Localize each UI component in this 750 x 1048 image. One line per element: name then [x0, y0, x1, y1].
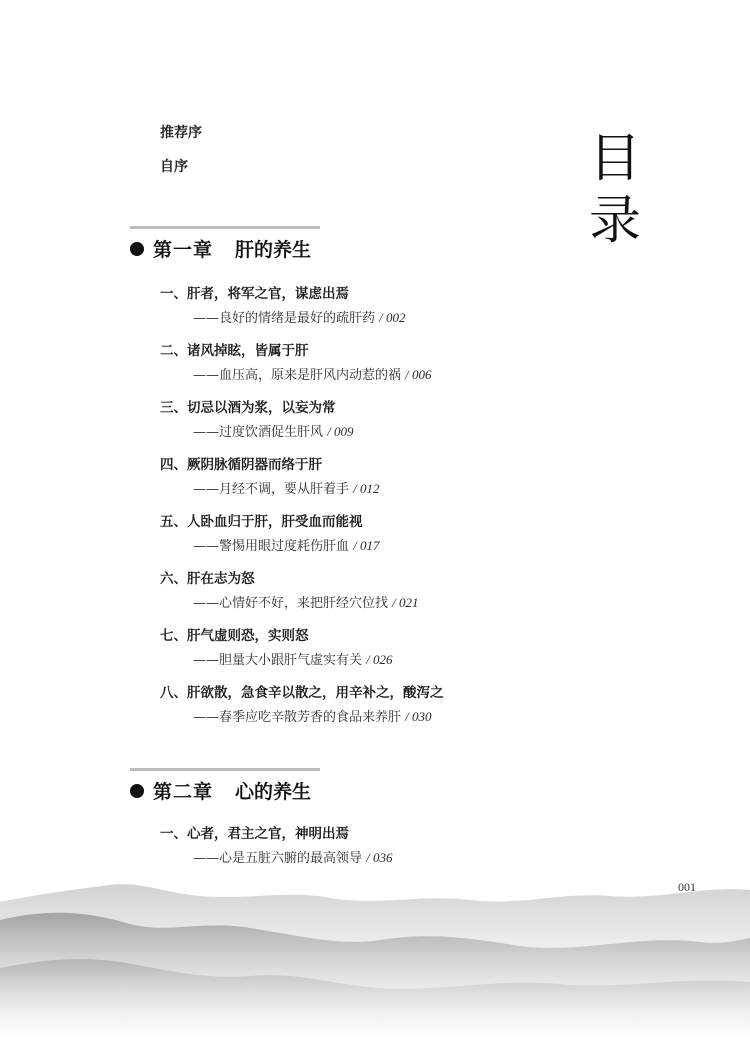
- entry-subtitle-text: ——警惕用眼过度耗伤肝血: [193, 539, 350, 554]
- bullet-dot-icon: [130, 784, 144, 798]
- toc-entry[interactable]: [160, 456, 580, 499]
- entry-subtitle-text: ——心情好不好，来把肝经穴位找: [193, 596, 389, 611]
- chapter-divider: [130, 226, 320, 229]
- toc-entry[interactable]: [160, 399, 580, 442]
- entry-subtitle: [160, 651, 580, 670]
- preface-author-link[interactable]: 自序: [160, 159, 188, 175]
- toc-entry[interactable]: [160, 684, 580, 727]
- entry-subtitle-text: ——血压高，原来是肝风内动惹的祸: [193, 368, 402, 383]
- entry-title: 三、切忌以酒为浆，以妄为常: [160, 400, 336, 416]
- entry-subtitle: [160, 309, 580, 328]
- entry-page-number: / 030: [405, 709, 432, 724]
- chapter-title: 肝的养生: [235, 239, 312, 261]
- entry-subtitle-text: ——胆量大小跟肝气虚实有关: [193, 653, 363, 668]
- entry-subtitle-text: ——月经不调，要从肝着手: [193, 482, 350, 497]
- entry-subtitle: [160, 423, 580, 442]
- entry-subtitle-text: ——心是五脏六腑的最高领导: [193, 851, 363, 866]
- entry-title: 五、人卧血归于肝，肝受血而能视: [160, 514, 363, 530]
- entry-title: 一、肝者，将军之官，谋虑出焉: [160, 286, 349, 302]
- entry-title: 七、肝气虚则恐，实则怒: [160, 628, 309, 644]
- toc-entry[interactable]: [160, 570, 580, 613]
- entry-subtitle: [160, 708, 580, 727]
- ink-mountains-image: [0, 850, 750, 1048]
- chapter-1-heading[interactable]: [130, 226, 325, 262]
- entry-subtitle: [160, 366, 580, 385]
- toc-entry[interactable]: [160, 513, 580, 556]
- entry-title: 六、肝在志为怒: [160, 571, 255, 587]
- entry-page-number: / 021: [392, 595, 419, 610]
- toc-entry[interactable]: [160, 285, 580, 328]
- chapter-number: 第二章: [153, 781, 214, 803]
- chapter-divider: [130, 768, 320, 771]
- toc-entry[interactable]: [160, 342, 580, 385]
- entry-subtitle-text: ——良好的情绪是最好的疏肝药: [193, 311, 376, 326]
- entry-title: 四、厥阴脉循阴器而络于肝: [160, 457, 322, 473]
- entry-title: 二、诸风掉眩，皆属于肝: [160, 343, 309, 359]
- entry-page-number: / 009: [327, 424, 354, 439]
- entry-subtitle-text: ——过度饮酒促生肝风: [193, 425, 324, 440]
- entry-page-number: / 002: [379, 310, 406, 325]
- entry-page-number: / 006: [405, 367, 432, 382]
- toc-entry[interactable]: [160, 627, 580, 670]
- entry-page-number: / 012: [353, 481, 380, 496]
- entry-page-number: / 026: [366, 652, 393, 667]
- entry-page-number: / 036: [366, 850, 393, 865]
- toc-heading-char-2: 录: [588, 191, 641, 251]
- entry-subtitle: [160, 537, 580, 556]
- chapter-2-heading[interactable]: [130, 768, 325, 804]
- entry-title: 一、心者，君主之官，神明出焉: [160, 826, 349, 842]
- entry-subtitle-text: ——春季应吃辛散芳香的食品来养肝: [193, 710, 402, 725]
- toc-heading: [580, 128, 650, 252]
- entry-page-number: / 017: [353, 538, 380, 553]
- preface-recommendation-link[interactable]: 推荐序: [160, 125, 202, 141]
- bullet-dot-icon: [130, 242, 144, 256]
- toc-heading-char-1: 目: [588, 129, 641, 189]
- page-number: 001: [678, 880, 696, 894]
- entry-subtitle: [160, 480, 580, 499]
- entry-subtitle: [160, 594, 580, 613]
- entry-title: 八、肝欲散，急食辛以散之，用辛补之，酸泻之: [160, 685, 444, 701]
- chapter-number: 第一章: [153, 239, 214, 261]
- chapter-title: 心的养生: [235, 781, 312, 803]
